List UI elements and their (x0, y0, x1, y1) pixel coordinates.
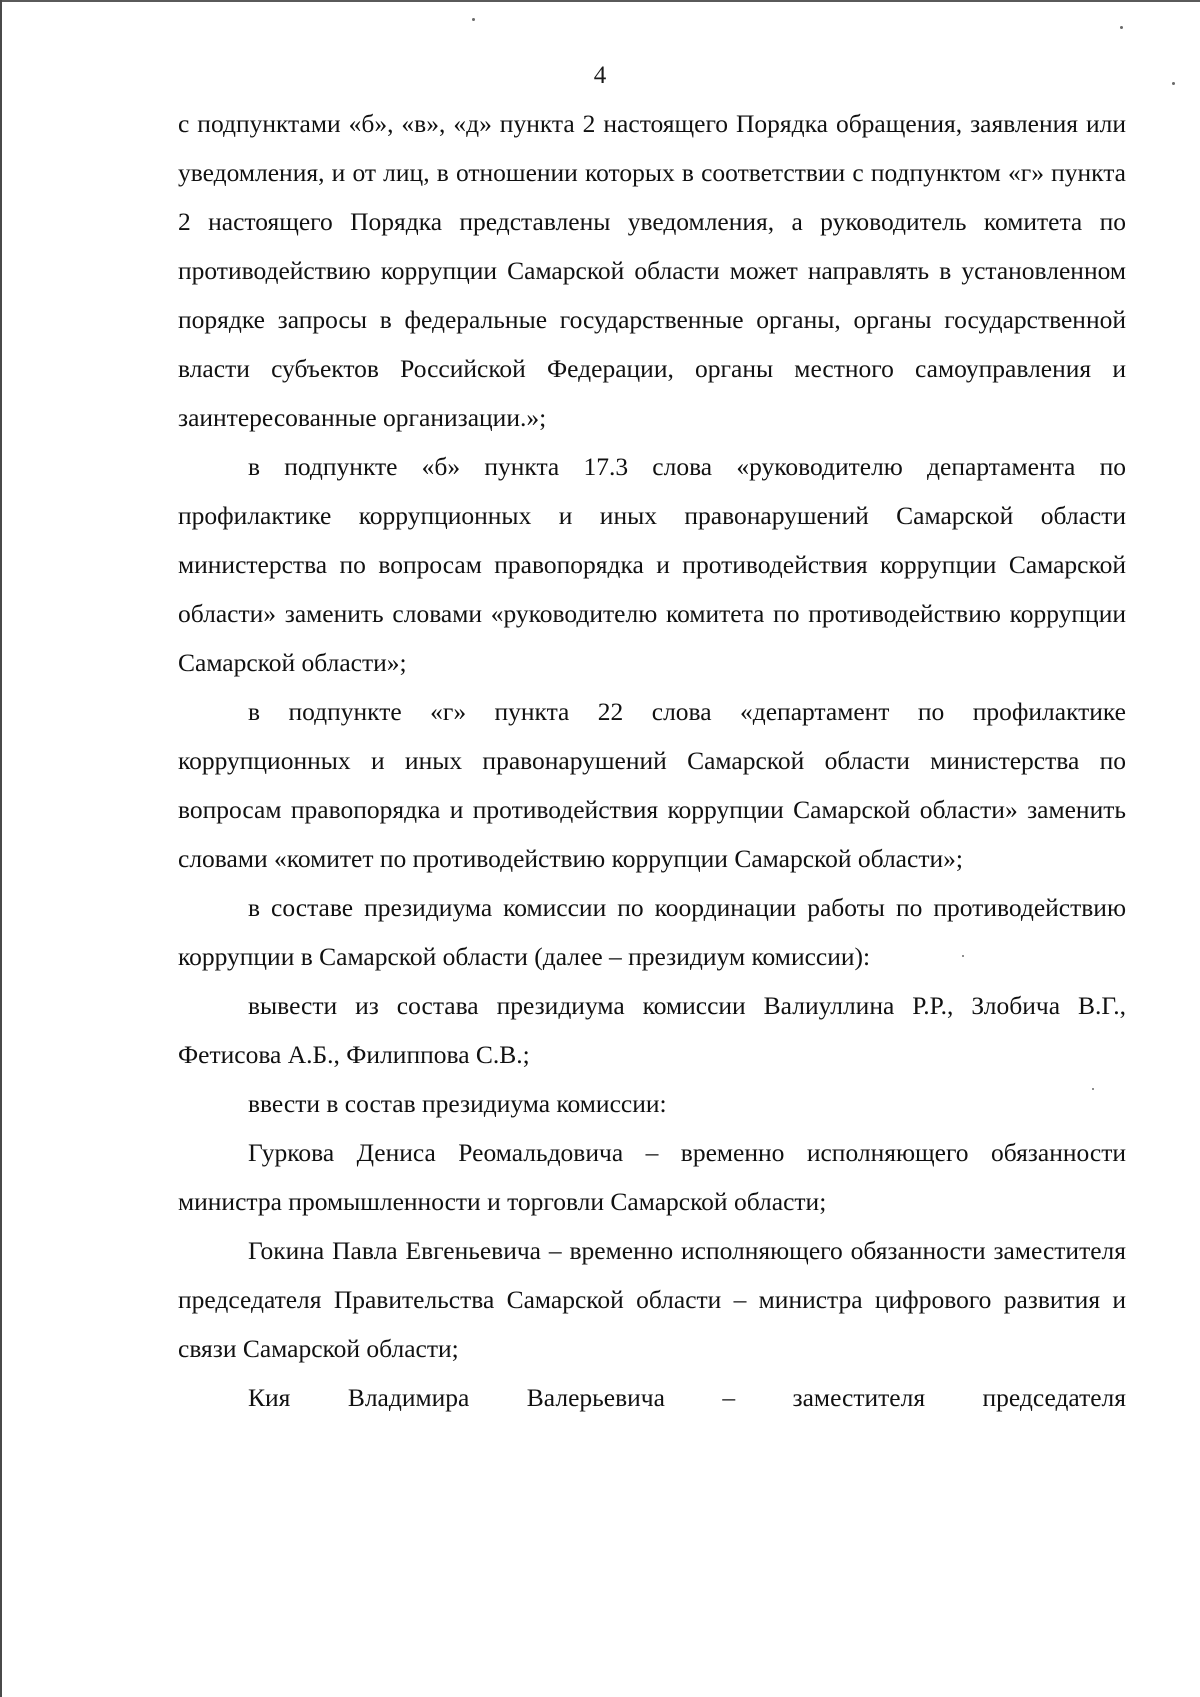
paragraph-continuation: с подпунктами «б», «в», «д» пункта 2 настоящего Порядка обращения, заявления или уведомления, и от лиц, в отношении которых в соответствии с подпунктом «г» пункта 2 настоящего Порядка представлены уведомления, а руководитель комитета по противодействию коррупции Самарской области может направлять в установленном порядке запросы в федеральные государственные органы, органы государственной власти субъектов Российской Федерации, органы местного самоуправления и заинтересованные организации.»; (178, 109, 1126, 432)
scan-top-edge (0, 0, 1200, 2)
paragraph-add-members: ввести в состав президиума комиссии: (248, 1089, 667, 1118)
scan-speck (472, 18, 475, 21)
paragraph-amendment-17-3: в подпункте «б» пункта 17.3 слова «руководителю департамента по профилактике коррупционных и иных правонарушений Самарской области министерства по вопросам правопорядка и противодействия коррупции Самарской области» заменить словами «руководителю комитета по противодействию коррупции Самарской области»; (178, 452, 1126, 677)
paragraph-presidium: в составе президиума комиссии по координации работы по противодействию коррупции в Самарской области (далее – президиум комиссии): (178, 893, 1126, 971)
paragraph-member-gokin: Гокина Павла Евгеньевича – временно исполняющего обязанности заместителя председателя Правительства Самарской области – министра цифрового развития и связи Самарской области; (178, 1236, 1126, 1363)
scan-speck (1120, 26, 1123, 29)
paragraph-amendment-22: в подпункте «г» пункта 22 слова «департамент по профилактике коррупционных и иных правонарушений Самарской области министерства по вопросам правопорядка и противодействия коррупции Самарской области» заменить словами «комитет по противодействию коррупции Самарской области»; (178, 697, 1126, 873)
page-number: 4 (593, 62, 607, 89)
document-body (178, 99, 1126, 1422)
scan-left-edge (0, 0, 2, 1697)
paragraph-member-gurkov: Гуркова Дениса Реомальдовича – временно исполняющего обязанности министра промышленности и торговли Самарской области; (178, 1138, 1126, 1216)
paragraph-remove-members: вывести из состава президиума комиссии Валиуллина Р.Р., Злобича В.Г., Фетисова А.Б., Филиппова С.В.; (178, 991, 1126, 1069)
paragraph-member-kiy: Кия Владимира Валерьевича – заместителя председателя (248, 1383, 1126, 1412)
